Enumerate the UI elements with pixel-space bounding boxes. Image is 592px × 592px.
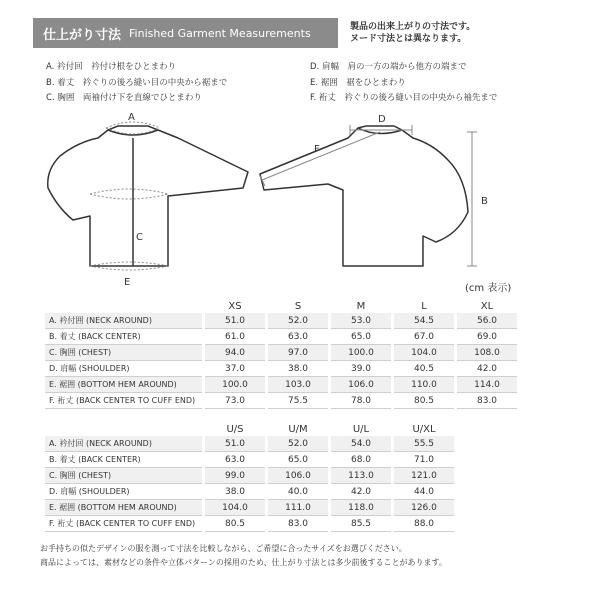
cell-value: 97.0 (268, 345, 328, 361)
cell-value: 126.0 (394, 500, 454, 516)
cell-value: 56.0 (457, 313, 517, 329)
row-label: F. 裄丈 (BACK CENTER TO CUFF END) (45, 393, 202, 409)
cell-value: 104.0 (394, 345, 454, 361)
cell-value: 55.5 (394, 436, 454, 452)
header-spacer (45, 299, 202, 313)
cell-value: 99.0 (205, 468, 265, 484)
row-label: E. 裾囲 (BOTTOM HEM AROUND) (45, 377, 202, 393)
cell-value: 51.0 (205, 313, 265, 329)
footnote-line1: お手持ちの似たデザインの服を測って寸法を比較しながら、ご希望に合ったサイズをお選びください。 (40, 544, 407, 553)
row-label: F. 裄丈 (BACK CENTER TO CUFF END) (45, 516, 202, 532)
header-title-bar (33, 18, 338, 48)
cell-value: 100.0 (205, 377, 265, 393)
row-label: C. 胸囲 (CHEST) (45, 345, 202, 361)
cell-value: 65.0 (268, 452, 328, 468)
label-c: C (136, 232, 143, 243)
cell-value: 68.0 (331, 452, 391, 468)
measure-b (467, 132, 477, 266)
legend-item-e: E. 裾囲 裾をひとまわり (310, 77, 406, 88)
cell-value: 42.0 (457, 361, 517, 377)
label-a: A (128, 112, 135, 123)
size-table-standard (42, 299, 520, 409)
header-note-line2: ヌード寸法とは異なります。 (350, 34, 467, 44)
row-label: A. 衿付囲 (NECK AROUND) (45, 313, 202, 329)
cell-value: 88.0 (394, 516, 454, 532)
size-header: U/M (288, 423, 308, 435)
size-header: XL (480, 300, 494, 312)
cell-value: 69.0 (457, 329, 517, 345)
size-header: S (294, 300, 302, 312)
cell-value: 37.0 (205, 361, 265, 377)
cell-value: 78.0 (331, 393, 391, 409)
cell-value: 104.0 (205, 500, 265, 516)
cell-value: 38.0 (268, 361, 328, 377)
size-header: U/S (226, 423, 244, 435)
front-view-jacket (48, 126, 248, 266)
table-row (45, 329, 517, 345)
cell-value: 113.0 (331, 468, 391, 484)
row-label: A. 衿付回 (NECK AROUND) (45, 436, 202, 452)
cell-value: 52.0 (268, 313, 328, 329)
empty-cell (457, 516, 517, 532)
cell-value: 52.0 (268, 436, 328, 452)
label-f: F (314, 144, 320, 155)
cell-value: 39.0 (331, 361, 391, 377)
header (33, 18, 559, 48)
table-row (45, 436, 517, 452)
cell-value: 114.0 (457, 377, 517, 393)
table-row (45, 484, 517, 500)
legend-item-a: A. 衿付回 衿付け根をひとまわり (46, 62, 177, 72)
header-spacer (45, 422, 202, 436)
cell-value: 63.0 (205, 452, 265, 468)
cell-value: 80.5 (205, 516, 265, 532)
empty-cell (457, 436, 517, 452)
header-note-line1: 製品の出来上がりの寸法です。 (350, 22, 476, 32)
label-d: D (378, 114, 386, 125)
cell-value: 53.0 (331, 313, 391, 329)
cell-value: 103.0 (268, 377, 328, 393)
size-header: U/XL (412, 423, 436, 435)
cell-value: 94.0 (205, 345, 265, 361)
cell-value: 75.5 (268, 393, 328, 409)
size-header: U/L (352, 423, 370, 435)
footnote (40, 542, 447, 570)
legend-item-f: F. 裄丈 衿ぐりの後ろ縫い目の中央から袖先まで (310, 93, 498, 103)
size-table-unisex (42, 422, 520, 532)
unit-label: (cm 表示) (465, 283, 512, 294)
cell-value: 54.5 (394, 313, 454, 329)
empty-cell (457, 484, 517, 500)
legend-item-c: C. 胸囲 両袖付け下を直線でひとまわり (46, 93, 202, 103)
cell-value: 110.0 (394, 377, 454, 393)
size-header: L (421, 300, 427, 312)
cell-value: 106.0 (331, 377, 391, 393)
table-row (45, 345, 517, 361)
empty-cell (457, 500, 517, 516)
footnote-line2: 商品によっては、素材などの条件や立体パターンの採用のため、仕上がり寸法とは多少前後することがあります。 (40, 558, 447, 567)
cell-value: 71.0 (394, 452, 454, 468)
table-row (45, 516, 517, 532)
cell-value: 121.0 (394, 468, 454, 484)
cell-value: 108.0 (457, 345, 517, 361)
header-spacer (457, 422, 517, 436)
cell-value: 61.0 (205, 329, 265, 345)
header-title-en: Finished Garment Measurements (129, 26, 311, 40)
row-label: B. 着丈 (BACK CENTER) (45, 452, 202, 468)
table-row (45, 452, 517, 468)
cell-value: 100.0 (331, 345, 391, 361)
row-label: D. 肩幅 (SHOULDER) (45, 484, 202, 500)
cell-value: 65.0 (331, 329, 391, 345)
cell-value: 111.0 (268, 500, 328, 516)
empty-cell (457, 468, 517, 484)
cell-value: 83.0 (457, 393, 517, 409)
cell-value: 38.0 (205, 484, 265, 500)
legend-item-b: B. 着丈 衿ぐりの後ろ縫い目の中央から裾まで (46, 77, 228, 88)
header-note (338, 18, 475, 48)
row-label: E. 裾囲 (BOTTOM HEM AROUND) (45, 500, 202, 516)
back-view-jacket (260, 126, 468, 266)
cell-value: 51.0 (205, 436, 265, 452)
row-label: D. 肩幅 (SHOULDER) (45, 361, 202, 377)
cell-value: 40.0 (268, 484, 328, 500)
table-row (45, 377, 517, 393)
cell-value: 63.0 (268, 329, 328, 345)
legend-left (46, 60, 227, 107)
cell-value: 54.0 (331, 436, 391, 452)
table-row (45, 361, 517, 377)
table-row (45, 500, 517, 516)
cell-value: 44.0 (394, 484, 454, 500)
table-row (45, 313, 517, 329)
cell-value: 85.5 (331, 516, 391, 532)
empty-cell (457, 452, 517, 468)
table-row (45, 468, 517, 484)
label-e: E (124, 277, 131, 288)
garment-diagram (38, 108, 508, 293)
cell-value: 83.0 (268, 516, 328, 532)
cell-value: 118.0 (331, 500, 391, 516)
table-row (45, 393, 517, 409)
legend-right (310, 60, 497, 107)
header-title-ja: 仕上がり寸法 (43, 27, 122, 43)
cell-value: 80.5 (394, 393, 454, 409)
cell-value: 73.0 (205, 393, 265, 409)
cell-value: 40.5 (394, 361, 454, 377)
legend-item-d: D. 肩幅 肩の一方の端から他方の端まで (310, 62, 467, 72)
row-label: B. 着丈 (BACK CENTER) (45, 329, 202, 345)
size-header: XS (228, 300, 242, 312)
row-label: C. 胸囲 (CHEST) (45, 468, 202, 484)
label-b: B (481, 196, 488, 207)
cell-value: 42.0 (331, 484, 391, 500)
cell-value: 67.0 (394, 329, 454, 345)
cell-value: 106.0 (268, 468, 328, 484)
size-header: M (356, 300, 366, 312)
